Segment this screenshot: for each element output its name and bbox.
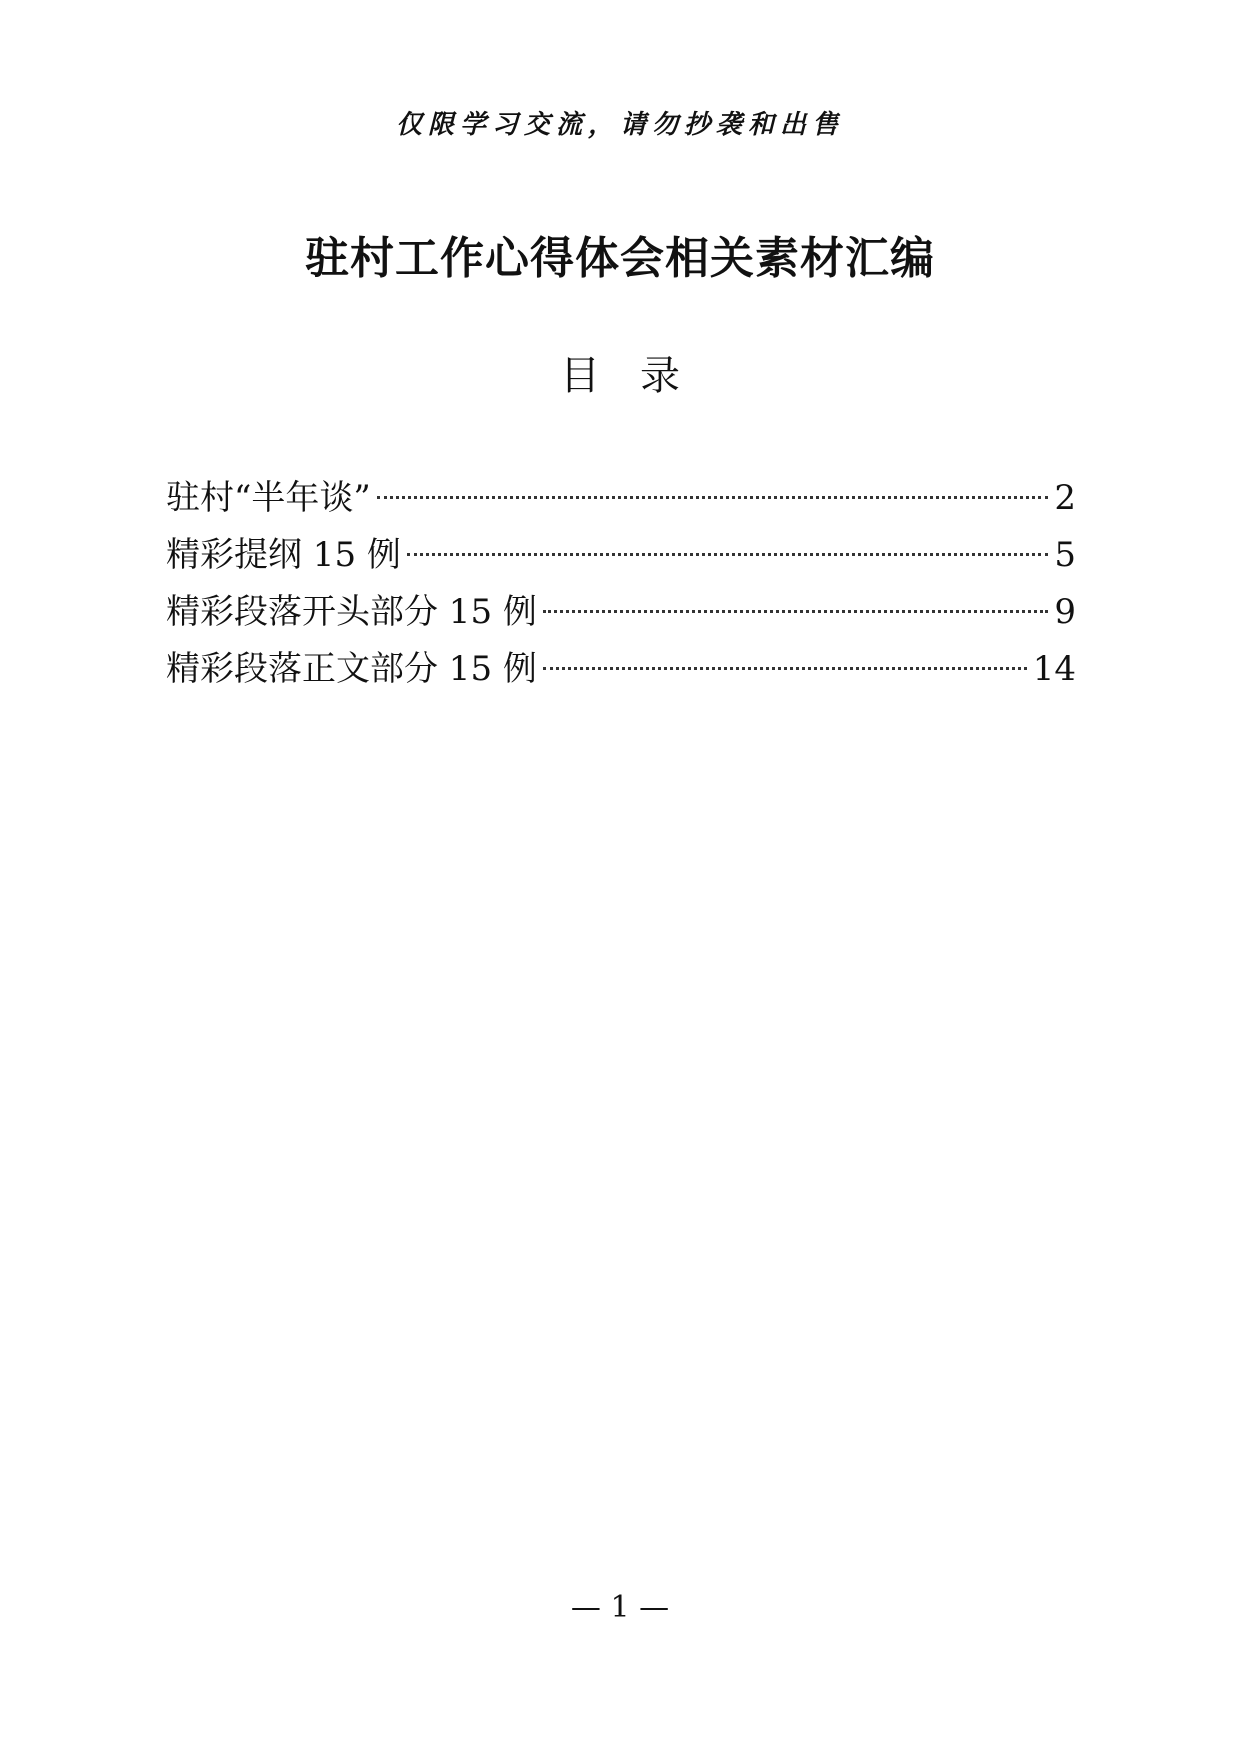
dot-leader [543,610,1048,613]
toc-entry[interactable] [166,527,1076,584]
toc-entry-page: 9 [1054,592,1076,632]
dot-leader [407,553,1048,556]
toc-heading: 目录 [560,353,720,399]
toc-entry[interactable] [166,470,1076,527]
toc-entry[interactable] [166,641,1076,698]
toc-entry-label: 驻村“半年谈” [166,478,371,518]
page-number: — 1 — [570,1590,670,1625]
toc-entry-page: 14 [1032,649,1076,689]
toc-entry-label: 精彩段落正文部分 15 例 [166,649,537,689]
toc-entry-page: 5 [1054,535,1076,575]
dot-leader [543,667,1027,670]
header-notice: 仅限学习交流，请勿抄袭和出售 [395,110,844,140]
toc-entry-label: 精彩段落开头部分 15 例 [166,592,537,632]
toc-entry-page: 2 [1054,478,1076,518]
table-of-contents [166,470,1076,698]
toc-entry[interactable] [166,584,1076,641]
dot-leader [377,496,1049,499]
document-title: 驻村工作心得体会相关素材汇编 [305,233,935,284]
toc-entry-label: 精彩提纲 15 例 [166,535,401,575]
